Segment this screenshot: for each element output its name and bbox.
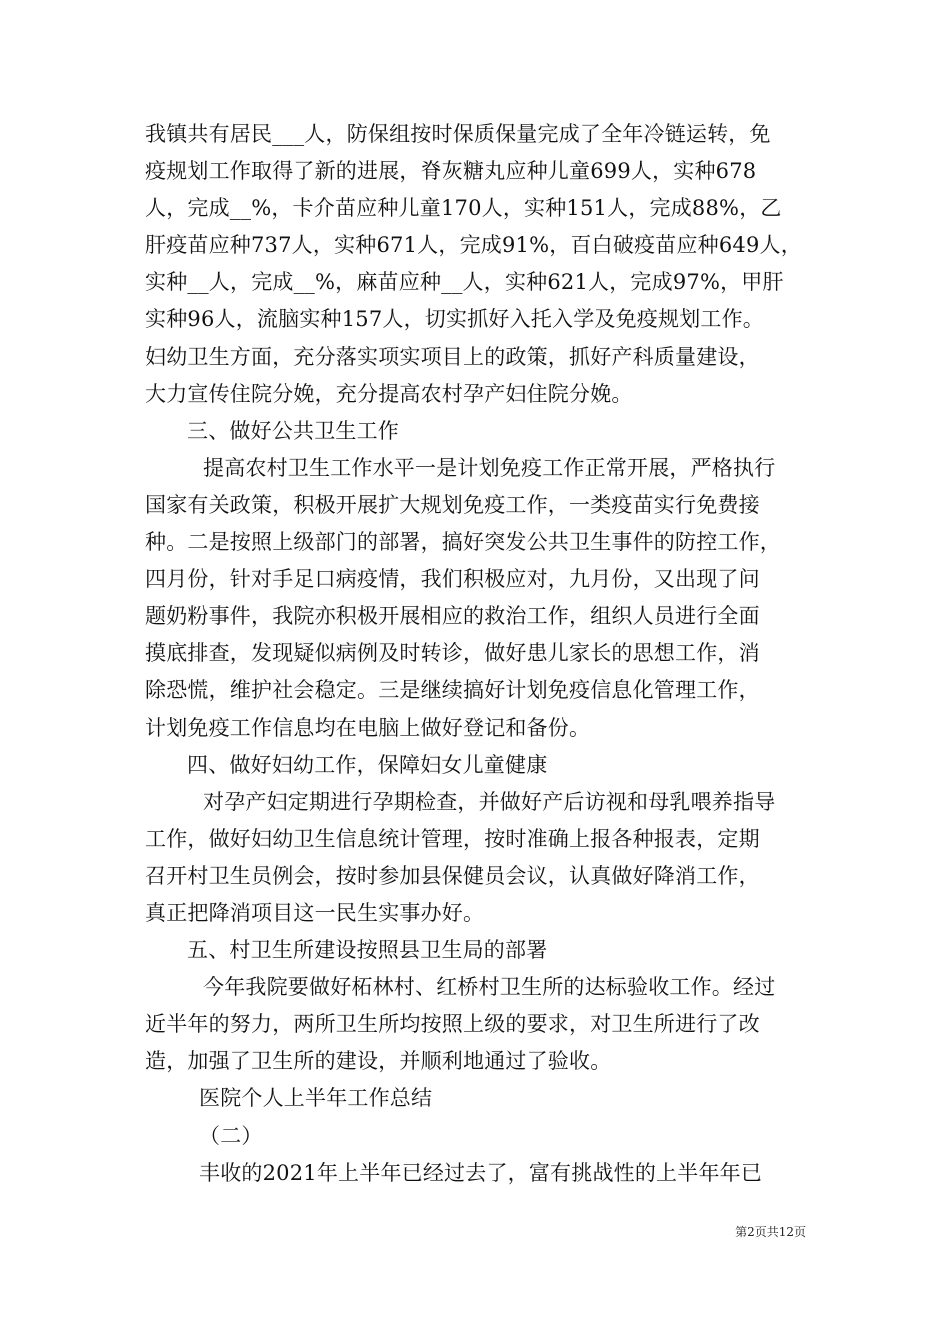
text-line: 实种__人，完成__%，麻苗应种__人，实种621人，完成97%，甲肝 [145,270,784,295]
text-line: 种。二是按照上级部门的部署，搞好突发公共卫生事件的防控工作， [145,530,781,555]
text-line: 实种96人，流脑实种157人，切实抓好入托入学及免疫规划工作。 [145,307,765,332]
text-line: 妇幼卫生方面，充分落实项实项目上的政策，抓好产科质量建设， [145,344,760,369]
text-line: 医院个人上半年工作总结 [199,1086,433,1111]
page-number: 第2页共12页 [735,1225,806,1239]
text-line: （二） [199,1123,263,1148]
text-line: 肝疫苗应种737人，实种671人，完成91%，百白破疫苗应种649人， [145,233,802,258]
text-line: 召开村卫生员例会，按时参加县保健员会议，认真做好降消工作， [145,863,760,888]
text-line: 摸底排查，发现疑似病例及时转诊，做好患儿家长的思想工作，消 [145,641,760,666]
text-line: 三、做好公共卫生工作 [187,418,399,443]
text-line: 四、做好妇幼工作，保障妇女儿童健康 [187,752,548,777]
text-line: 五、村卫生所建设按照县卫生局的部署 [187,938,548,963]
text-line: 人，完成__%，卡介苗应种儿童170人，实种151人，完成88%，乙 [145,196,782,221]
text-line: 国家有关政策，积极开展扩大规划免疫工作，一类疫苗实行免费接 [145,492,760,517]
text-line: 大力宣传住院分娩，充分提高农村孕产妇住院分娩。 [145,381,633,406]
text-line: 造，加强了卫生所的建设，并顺利地通过了验收。 [145,1049,612,1074]
text-line: 工作，做好妇幼卫生信息统计管理，按时准确上报各种报表，定期 [145,826,760,851]
text-line: 题奶粉事件，我院亦积极开展相应的救治工作，组织人员进行全面 [145,604,760,629]
text-line: 四月份，针对手足口病疫情，我们积极应对，九月份，又出现了问 [145,567,760,592]
text-line: 除恐慌，维护社会稳定。三是继续搞好计划免疫信息化管理工作， [145,678,760,703]
text-line: 提高农村卫生工作水平一是计划免疫工作正常开展，严格执行 [203,455,776,480]
text-line: 真正把降消项目这一民生实事办好。 [145,900,485,925]
text-line: 我镇共有居民___人，防保组按时保质保量完成了全年冷链运转，免 [145,122,771,146]
text-line: 对孕产妇定期进行孕期检查，并做好产后访视和母乳喂养指导 [203,789,776,814]
document-body [145,116,815,1192]
text-line: 丰收的2021年上半年已经过去了，富有挑战性的上半年年已 [199,1160,763,1185]
text-line: 近半年的努力，两所卫生所均按照上级的要求，对卫生所进行了改 [145,1012,760,1037]
text-line: 今年我院要做好柘林村、红桥村卫生所的达标验收工作。经过 [203,975,776,1000]
text-line: 计划免疫工作信息均在电脑上做好登记和备份。 [145,715,591,740]
text-line: 疫规划工作取得了新的进展，脊灰糖丸应种儿童699人，实种678 [145,159,757,184]
